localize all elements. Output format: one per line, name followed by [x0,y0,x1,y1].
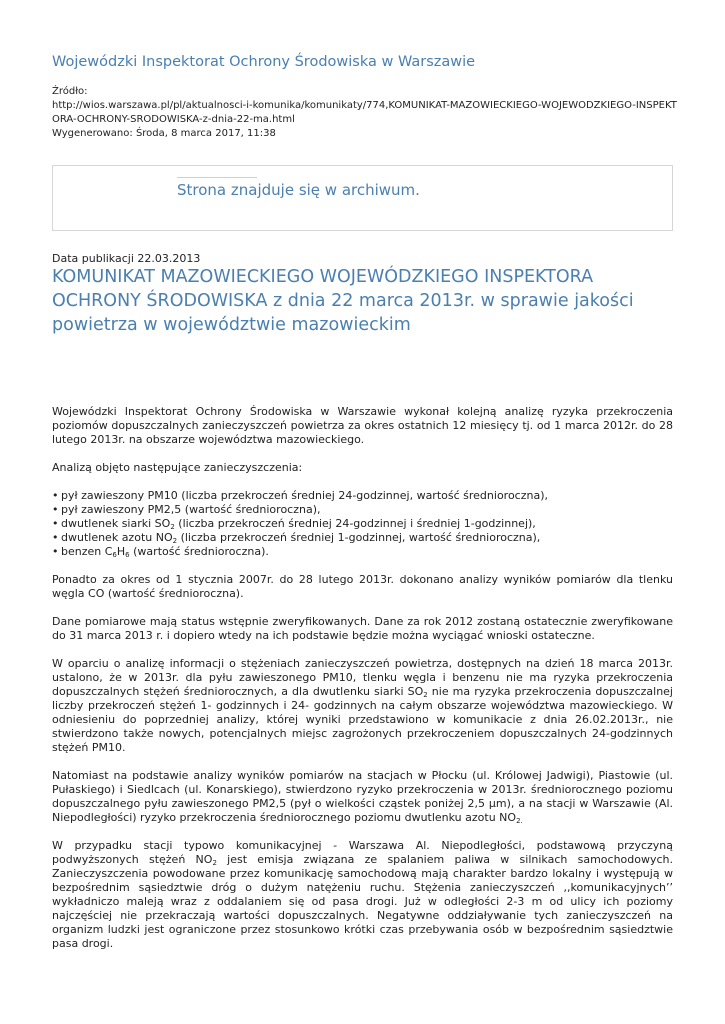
list-item: • pył zawieszony PM2,5 (wartość średnioroczna), [52,503,673,517]
article-title-line-3: powietrza w województwie mazowieckim [52,315,411,335]
pollutant-list [52,489,673,559]
publication-date: Data publikacji 22.03.2013 [52,252,201,265]
list-item: • benzen $C_6H_6$ (wartość średnioroczna). [52,545,673,559]
paragraph-stations: Natomiast na podstawie analizy wyników pomiarów na stacjach w Płocku (ul. Królowej Jadwigi), Piastowie (ul. Pułaskiego) i Siedlcach (ul. Konarskiego), stwierdzono ryzyko przekroczenia w 2013r. średniorocznego poziomu dopuszczalnego pyłu zawieszonego PM2,5 (pył o wielkości cząstek poniżej 2,5 µm), a na stacji w Warszawie (Al. Niepodległości) ryzyko przekroczenia średniorocznego poziomu dwutlenku azotu $NO_{2.}$ [52,769,673,825]
source-label: Źródło: [52,86,88,97]
list-item: • pył zawieszony PM10 (liczba przekroczeń średniej 24-godzinnej, wartość średnioroczna), [52,489,673,503]
paragraph-data-status: Dane pomiarowe mają status wstępnie zweryfikowanych. Dane za rok 2012 zostaną ostatecznie zweryfikowane do 31 marca 2013 r. i dopiero wtedy na ich podstawie będzie można wyciągać wnioski ostateczne. [52,615,673,642]
paragraph-traffic: W przypadku stacji typowo komunikacyjnej - Warszawa Al. Niepodległości, podstawową przyczyną podwyższonych stężeń $NO_2$ jest emisja związana ze spalaniem paliwa w silnikach samochodowych. Zanieczyszczenia powodowane przez komunikację samochodową mają charakter bardzo lokalny i występują w bezpośrednim sąsiedztwie dróg o dużym natężeniu ruchu. Stężenia zanieczyszczeń ,,komunikacyjnych’’ wykładniczo maleją wraz z oddalaniem się od pasa drogi. Już w odległości 2-3 m od ulicy ich poziomy najczęściej nie przekraczają wartości dopuszczalnych. Negatywne oddziaływanie tych zanieczyszczeń na organizm ludzki jest ograniczone przez stosunkowo krótki czas przebywania osób w bezpośrednim sąsiedztwie pasa drogi. [52,839,674,950]
paragraph-co: Ponadto za okres od 1 stycznia 2007r. do 28 lutego 2013r. dokonano analizy wyników pomiarów dla tlenku węgla CO (wartość średnioroczna). [52,573,673,600]
paragraph-scope: Analizą objęto następujące zanieczyszczenia: [52,461,303,474]
generated-date: Wygenerowano: Środa, 8 marca 2017, 11:38 [52,128,276,139]
archive-notice: Strona znajduje się w archiwum. [177,181,420,199]
archive-notice-box [52,165,673,231]
paragraph-findings: W oparciu o analizę informacji o stężeniach zanieczyszczeń powietrza, dostępnych na dzień 18 marca 2013r. ustalono, że w 2013r. dla pyłu zawieszonego PM10, tlenku węgla i benzenu nie ma ryzyka przekroczenia dopuszczalnych stężeń średniorocznych, a dla dwutlenku siarki $SO_2$ nie ma ryzyka przekroczenia dopuszczalnej liczby przekroczeń stężeń 1- godzinnych i 24- godzinnych na całym obszarze województwa mazowieckiego. W odniesieniu do poprzedniej analizy, której wyniki przedstawiono w komunikacie z dnia 26.02.2013r., nie stwierdzono także nowych, potencjalnych miejsc zagrożonych przekroczeniem dopuszczalnych 24-godzinnych stężeń PM10. [52,657,673,754]
article-body [52,405,673,965]
article-title-line-2: OCHRONY ŚRODOWISKA z dnia 22 marca 2013r. w sprawie jakości [52,291,634,311]
source-url-line-1: http://wios.warszawa.pl/pl/aktualnosci-i-komunika/komunikaty/774,KOMUNIKAT-MAZOWIECKIEGO-WOJEWODZKIEGO-INSPEKT [52,100,677,111]
article-title [52,265,673,337]
source-url-line-2: ORA-OCHRONY-SRODOWISKA-z-dnia-22-ma.html [52,114,295,125]
source-meta [52,85,677,141]
paragraph-intro: Wojewódzki Inspektorat Ochrony Środowiska w Warszawie wykonał kolejną analizę ryzyka przekroczenia poziomów dopuszczalnych zanieczyszczeń powietrza za okres ostatnich 12 miesięcy tj. od 1 marca 2012r. do 28 lutego 2013r. na obszarze województwa mazowieckiego. [52,405,673,446]
list-item: • dwutlenek azotu $NO_2$ (liczba przekroczeń średniej 1-godzinnej, wartość średnioroczna), [52,531,673,545]
site-title: Wojewódzki Inspektorat Ochrony Środowiska w Warszawie [52,54,476,70]
archive-divider [177,177,257,178]
article-title-line-1: KOMUNIKAT MAZOWIECKIEGO WOJEWÓDZKIEGO INSPEKTORA [52,267,594,287]
list-item: • dwutlenek siarki $SO_2$ (liczba przekroczeń średniej 24-godzinnej i średniej 1-godzinnej), [52,517,673,531]
